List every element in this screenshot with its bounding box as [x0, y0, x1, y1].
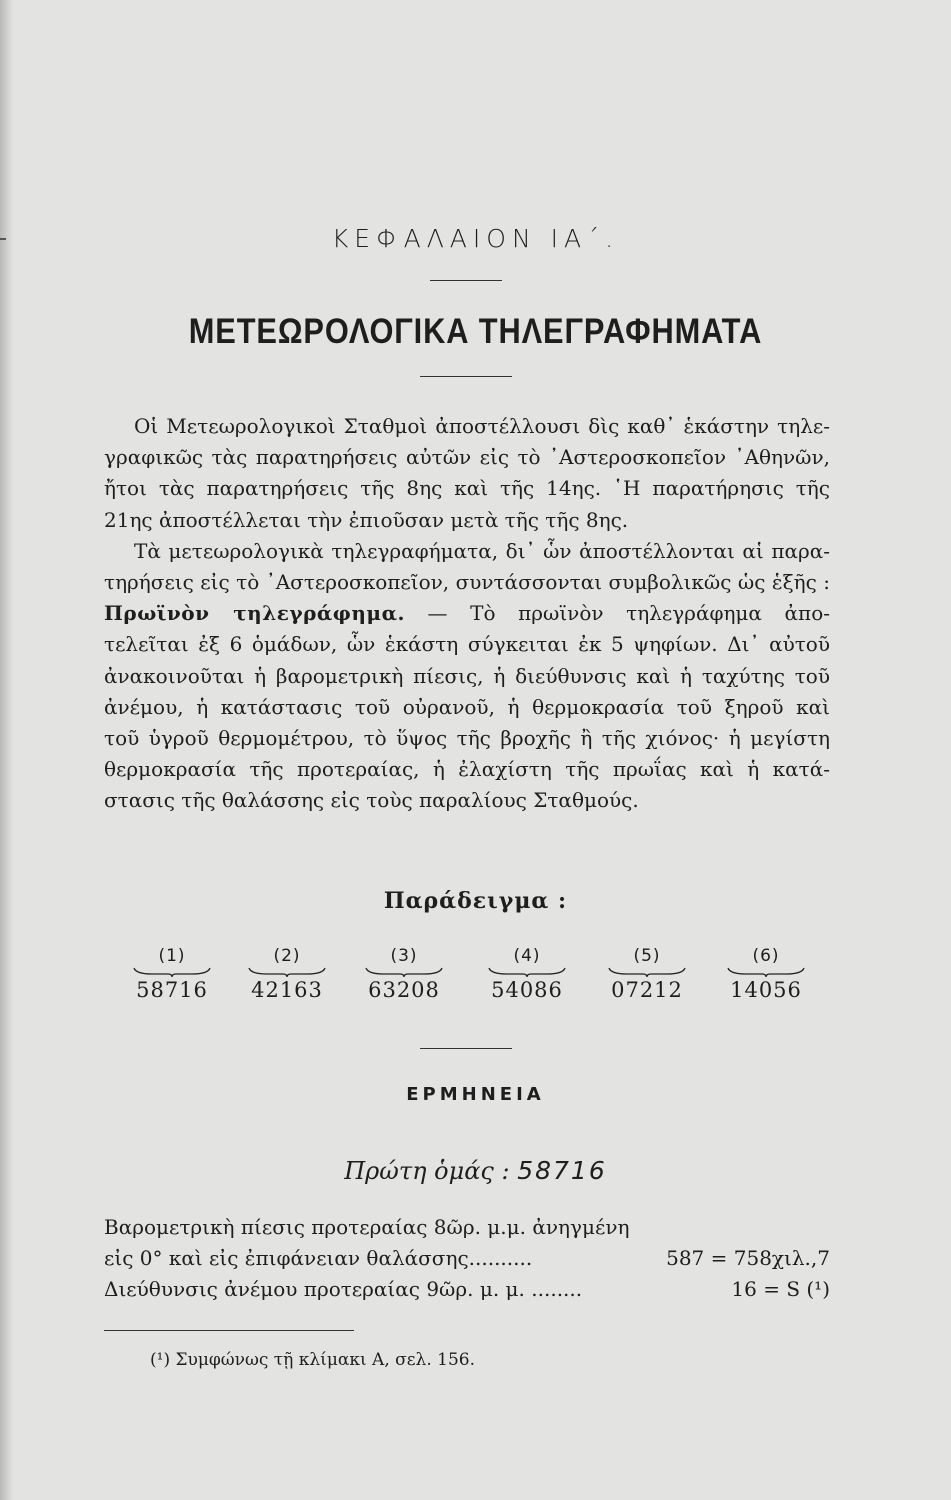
brace-icon	[487, 966, 567, 978]
page-title: ΜΕΤΕΩΡΟΛΟΓΙΚΑ ΤΗΛΕΓΡΑΦΗΜΑΤΑ	[188, 312, 763, 351]
group-digits: 07212	[611, 978, 683, 1002]
interpretation-entries	[104, 1212, 830, 1305]
text-line: θερμοκρασία τῆς προτεραίας, ἡ ἐλαχίστη τῆς πρωΐας καὶ ἡ κατά-	[104, 757, 830, 782]
divider-rule	[420, 376, 512, 377]
text-line: τηρήσεις εἰς τὸ ᾽Αστεροσκοπεῖον, συντάσσονται συμβολικῶς ὡς ἑξῆς :	[104, 569, 830, 594]
footnote-rule	[104, 1330, 354, 1331]
example-heading: Παράδειγμα :	[383, 888, 568, 914]
bold-lead-heading: Πρωϊνὸν τηλεγράφημα.	[104, 601, 405, 626]
group-2	[237, 946, 337, 1002]
text-line: Τὰ μετεωρολογικὰ τηλεγραφήματα, δι᾽ ὧν ἀποστέλλονται αἱ παρα-	[134, 538, 830, 563]
first-group-label: Πρώτη ὁμάς :	[344, 1157, 510, 1185]
text-line: ἀνακοινοῦται ἡ βαρομετρικὴ πίεσις, ἡ διεύθυνσις καὶ ἡ ταχύτης τοῦ	[104, 663, 830, 688]
brace-icon	[364, 966, 444, 978]
entry-value: 587 = 758χιλ.,7	[666, 1246, 830, 1270]
group-number: (6)	[752, 946, 780, 966]
text-line: τελεῖται ἐξ 6 ὁμάδων, ὧν ἑκάστη σύγκειται ἐκ 5 ψηφίων. Δι᾽ αὐτοῦ	[104, 632, 830, 657]
first-group-digits: 58716	[517, 1156, 607, 1185]
paragraph-intro	[104, 411, 830, 816]
group-digits: 14056	[730, 978, 802, 1002]
group-digits: 54086	[491, 978, 563, 1002]
text-line: Οἱ Μετεωρολογικοὶ Σταθμοὶ ἀποστέλλουσι δὶς καθ᾽ ἑκάστην τηλε-	[134, 414, 830, 438]
group-number: (3)	[390, 946, 418, 966]
group-number: (2)	[273, 946, 301, 966]
section-heading: ΕΡΜΗΝΕΙΑ	[406, 1084, 545, 1105]
entry-text: Βαρομετρικὴ πίεσις προτεραίας 8ῶρ. μ.μ. ἀνηγμένη	[104, 1215, 630, 1239]
telegram-groups	[104, 946, 830, 1026]
group-number: (4)	[513, 946, 541, 966]
group-digits: 42163	[251, 978, 323, 1002]
group-digits: 58716	[136, 978, 208, 1002]
group-digits: 63208	[368, 978, 440, 1002]
text-line	[104, 598, 830, 629]
entry-line	[104, 1212, 830, 1243]
text-line: γραφικῶς τὰς παρατηρήσεις αὐτῶν εἰς τὸ ᾽Αστεροσκοπεῖον ᾽Αθηνῶν,	[104, 445, 830, 470]
group-3	[354, 946, 454, 1002]
group-1	[122, 946, 222, 1002]
entry-value: 16 = S (¹)	[731, 1277, 830, 1301]
entry-line	[104, 1274, 830, 1305]
brace-icon	[132, 966, 212, 978]
text-line: τοῦ ὑγροῦ θερμομέτρου, τὸ ὕψος τῆς βροχῆς ἢ τῆς χιόνος· ἡ μεγίστη	[104, 725, 830, 750]
text-fragment: — Τὸ πρωϊνὸν τηλεγράφημα ἀπο-	[404, 601, 830, 626]
text-line: 21ης ἀποστέλλεται τὴν ἐπιοῦσαν μετὰ τῆς τῆς 8ης.	[104, 507, 629, 532]
entry-line	[104, 1243, 830, 1274]
entry-text: εἰς 0° καὶ εἰς ἐπιφάνειαν θαλάσσης..........	[104, 1246, 533, 1270]
group-number: (5)	[633, 946, 661, 966]
divider-rule	[430, 280, 502, 281]
group-6	[716, 946, 816, 1002]
brace-icon	[726, 966, 806, 978]
text-line: ἤτοι τὰς παρατηρήσεις τῆς 8ης καὶ τῆς 14ης. ῾Η παρατήρησις τῆς	[104, 476, 830, 501]
text-line: ἀνέμου, ἡ κατάστασις τοῦ οὐρανοῦ, ἡ θερμοκρασία τοῦ ξηροῦ καὶ	[104, 694, 830, 719]
group-5	[597, 946, 697, 1002]
first-group-heading	[0, 1156, 951, 1185]
brace-icon	[607, 966, 687, 978]
group-4	[477, 946, 577, 1002]
group-number: (1)	[158, 946, 186, 966]
entry-text: Διεύθυνσις ἀνέμου προτεραίας 9ῶρ. μ. μ. ........	[104, 1277, 583, 1301]
footnote: (¹) Συμφώνως τῇ κλίμακι Α, σελ. 156.	[150, 1350, 475, 1370]
divider-rule	[420, 1048, 512, 1049]
chapter-heading: ΚΕΦΑΛΑΙΟΝ ΙΑ΄.	[331, 224, 620, 253]
brace-icon	[247, 966, 327, 978]
text-line: στασις τῆς θαλάσσης εἰς τοὺς παραλίους Σταθμούς.	[104, 788, 639, 813]
